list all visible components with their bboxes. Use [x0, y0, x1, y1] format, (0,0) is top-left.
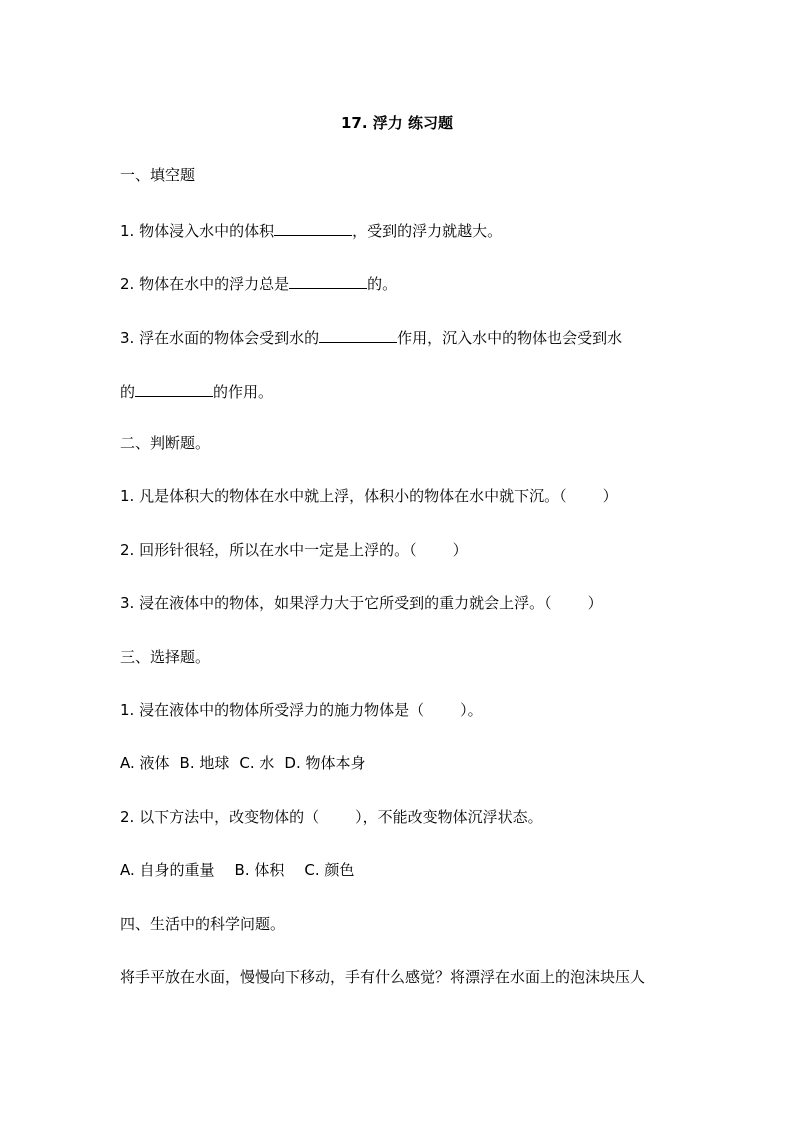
- judge-question-2: [120, 540, 468, 560]
- fill-question-3-line-2: [120, 380, 273, 402]
- choice-q2-option-a[interactable]: A. 自身的重量: [120, 861, 215, 879]
- fill-q2-after: 的。: [367, 275, 398, 293]
- fill-q3-blank-1[interactable]: [319, 326, 397, 343]
- judge-question-1: [120, 486, 618, 506]
- judge-q1-text: 1. 凡是体积大的物体在水中就上浮，体积小的物体在水中就下沉。（: [120, 487, 567, 505]
- section-heading-judge: 二、判断题。: [120, 434, 211, 452]
- fill-q3-line2-before: 的: [120, 383, 136, 401]
- fill-q3-middle: 作用，沉入水中的物体也会受到水: [397, 329, 623, 347]
- choice-q2-options: [120, 860, 354, 880]
- choice-question-2: [120, 807, 543, 827]
- choice-q1-option-d[interactable]: D. 物体本身: [284, 754, 366, 772]
- life-question-text: 将手平放在水面，慢慢向下移动，手有什么感觉？将漂浮在水面上的泡沫块压人: [120, 968, 646, 986]
- judge-q3-close: ）: [587, 594, 603, 612]
- fill-question-3: [120, 326, 622, 348]
- choice-q1-option-b[interactable]: B. 地球: [179, 754, 230, 772]
- fill-question-1: [120, 219, 502, 241]
- fill-q1-after: ，受到的浮力就越大。: [352, 222, 503, 240]
- fill-q3-before: 3. 浮在水面的物体会受到水的: [120, 329, 320, 347]
- section-heading-life: 四、生活中的科学问题。: [120, 915, 286, 933]
- judge-q1-close: ）: [602, 487, 618, 505]
- fill-q2-blank[interactable]: [289, 272, 367, 289]
- section-heading-choice: 三、选择题。: [120, 648, 211, 666]
- fill-q2-before: 2. 物体在水中的浮力总是: [120, 275, 290, 293]
- fill-q1-before: 1. 物体浸入水中的体积: [120, 222, 275, 240]
- fill-q3-line2-after: 的作用。: [213, 383, 274, 401]
- judge-q3-text: 3. 浸在液体中的物体，如果浮力大于它所受到的重力就会上浮。（: [120, 594, 552, 612]
- choice-q1-before: 1. 浸在液体中的物体所受浮力的施力物体是（: [120, 701, 425, 719]
- choice-q1-after: ）。: [460, 701, 483, 719]
- choice-question-1: [120, 700, 483, 720]
- fill-q3-blank-2[interactable]: [135, 380, 213, 397]
- judge-q2-text: 2. 回形针很轻，所以在水中一定是上浮的。（: [120, 541, 417, 559]
- choice-q2-option-b[interactable]: B. 体积: [234, 861, 285, 879]
- page-title: 17. 浮力 练习题: [340, 114, 454, 132]
- judge-question-3: [120, 593, 603, 613]
- choice-q1-option-c[interactable]: C. 水: [239, 754, 275, 772]
- choice-q2-before: 2. 以下方法中，改变物体的（: [120, 808, 320, 826]
- fill-question-2: [120, 272, 397, 294]
- choice-q1-option-a[interactable]: A. 液体: [120, 754, 170, 772]
- fill-q1-blank[interactable]: [274, 219, 352, 236]
- choice-q1-options: [120, 753, 365, 773]
- choice-q2-option-c[interactable]: C. 颜色: [304, 861, 355, 879]
- section-heading-fill: 一、填空题: [120, 166, 196, 184]
- choice-q2-after: ），不能改变物体沉浮状态。: [355, 808, 543, 826]
- judge-q2-close: ）: [452, 541, 468, 559]
